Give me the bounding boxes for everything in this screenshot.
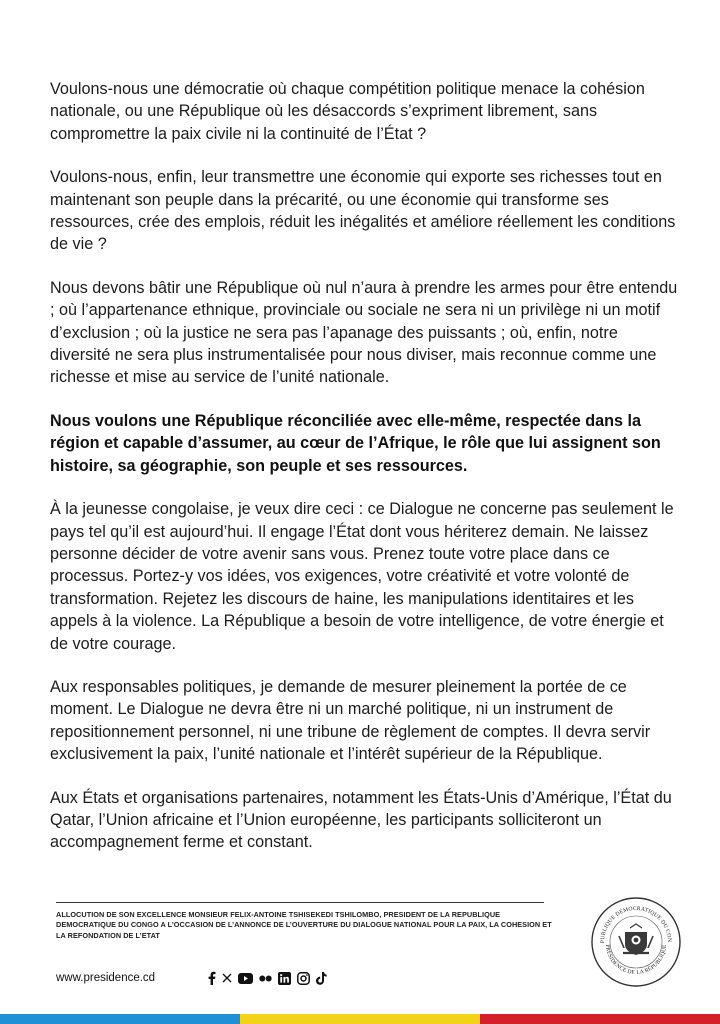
linkedin-icon[interactable] <box>278 970 291 986</box>
presidential-seal <box>590 896 682 988</box>
paragraph: À la jeunesse congolaise, je veux dire ceci : ce Dialogue ne concerne pas seulement le pays tel qu’il est aujourd’hui. Il engage l’État dont vous hériterez demain. Ne laissez personne décider de votre avenir sans vous. Prenez toute votre place dans ce processus. Portez-y vos idées, vos exigences, votre créativité et votre volonté de transformation. Rejetez les discours de haine, les manipulations identitaires et les appels à la violence. La République a besoin de votre intelligence, de votre énergie et de votre courage. <box>50 500 674 653</box>
paragraph: Nous devons bâtir une République où nul n’aura à prendre les armes pour être entendu ; où l’appartenance ethnique, provinciale ou sociale ne sera ni un privilège ni un motif d’exclusion ; où la justice ne sera pas l’apanage des puissants ; où, enfin, notre diversité ne sera plus instrumentalisée pour nous diviser, mais reconnue comme une richesse et mise au service de l’unité nationale. <box>50 278 678 387</box>
paragraph: Aux responsables politiques, je demande de mesurer pleinement la portée de ce moment. Le Dialogue ne devra être ni un marché politique, ni un instrument de repositionnement personnel, ni une tribune de règlement de comptes. Il devra servir exclusivement la paix, l’unité nationale et l’intérêt supérieur de la République. <box>50 677 651 764</box>
seal-text-bottom: PRÉSIDENCE DE LA RÉPUBLIQUE <box>603 944 669 977</box>
website-link[interactable]: www.presidence.cd <box>56 972 156 984</box>
social-links <box>207 969 327 987</box>
paragraph-emphasis: Nous voulons une République réconciliée avec elle-même, respectée dans la région et capable d’assumer, au cœur de l’Afrique, le rôle que lui assignent son histoire, sa géographie, son peuple et ses ressources. <box>50 411 661 475</box>
flickr-icon[interactable] <box>259 970 272 986</box>
paragraph: Voulons-nous une démocratie où chaque compétition politique menace la cohésion nationale, ou une République où les désaccords s’expriment librement, sans compromettre la paix civile ni la continuité de l’État ? <box>50 80 645 143</box>
document-body <box>50 78 682 875</box>
footer-divider <box>56 902 544 903</box>
paragraph: Aux États et organisations partenaires, notamment les États-Unis d’Amérique, l’État du Qatar, l’Union africaine et l’Union européenne, les participants solliciteront un accompagnement ferme et constant. <box>50 788 672 852</box>
flag-stripe-yellow <box>240 1014 480 1024</box>
tiktok-icon[interactable] <box>316 970 327 986</box>
facebook-icon[interactable] <box>207 970 216 986</box>
youtube-icon[interactable] <box>238 970 253 986</box>
instagram-icon[interactable] <box>297 970 310 986</box>
seal-text-top: PUBLIQUE DÉMOCRATIQUE DU CON <box>599 905 673 944</box>
flag-stripe-blue <box>0 1014 240 1024</box>
paragraph: Voulons-nous, enfin, leur transmettre une économie qui exporte ses richesses tout en maintenant son peuple dans la précarité, ou une économie qui transforme ses ressources, crée des emplois, réduit les inégalités et améliore réellement les conditions de vie ? <box>50 168 676 254</box>
x-icon[interactable] <box>222 970 232 986</box>
footer-caption: ALLOCUTION DE SON EXCELLENCE MONSIEUR FELIX-ANTOINE TSHISEKEDI TSHILOMBO, PRESIDENT DE LA REPUBLIQUE DEMOCRATIQUE DU CONGO A L’OCCASION DE L’ANNONCE DE L’OUVERTURE DU DIALOGUE NATIONAL POUR LA PAIX, LA COHESION ET LA REFONDATION DE L’ETAT <box>56 910 552 940</box>
flag-stripe-red <box>480 1014 720 1024</box>
